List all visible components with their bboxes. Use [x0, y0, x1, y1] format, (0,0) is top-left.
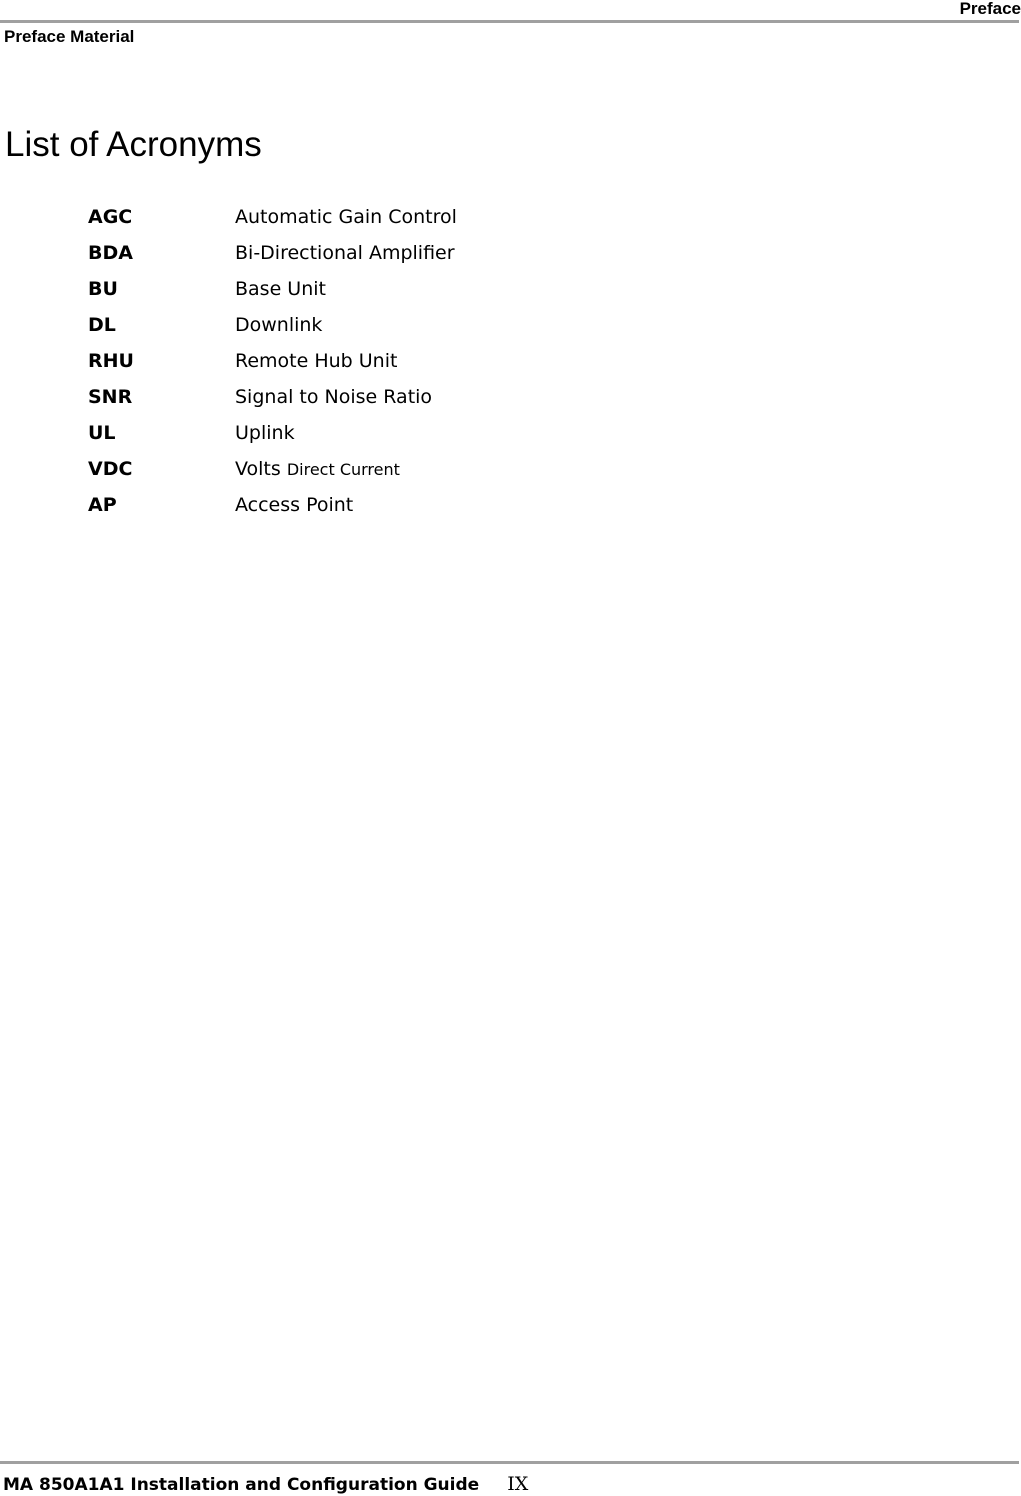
- acronym-row-bda: [88, 235, 457, 271]
- acronym-definition: [235, 458, 400, 480]
- acronym-definition-small: Direct Current: [286, 460, 400, 479]
- footer-rule: [0, 1461, 1019, 1464]
- footer-document-title: MA 850A1A1 Installation and Configuration Guide: [3, 1475, 480, 1495]
- acronym-list: [88, 199, 457, 523]
- acronym-row-rhu: [88, 343, 457, 379]
- acronym-term: RHU: [88, 350, 134, 372]
- acronym-term: BU: [88, 278, 118, 300]
- acronym-row-snr: [88, 379, 457, 415]
- acronym-definition: Automatic Gain Control: [235, 206, 457, 228]
- page-footer: [3, 1473, 528, 1495]
- acronym-row-ul: [88, 415, 457, 451]
- page-title: List of Acronyms: [5, 125, 262, 164]
- acronym-term: AGC: [88, 206, 133, 228]
- acronym-definition: Uplink: [235, 422, 295, 444]
- acronym-definition: Signal to Noise Ratio: [235, 386, 433, 408]
- acronym-term: AP: [88, 494, 117, 516]
- acronym-row-dl: [88, 307, 457, 343]
- running-header-section: Preface: [959, 0, 1021, 18]
- acronym-row-agc: [88, 199, 457, 235]
- acronym-definition: Remote Hub Unit: [235, 350, 398, 372]
- acronym-row-bu: [88, 271, 457, 307]
- acronym-row-vdc: [88, 451, 457, 487]
- acronym-definition: Downlink: [235, 314, 323, 336]
- acronym-term: SNR: [88, 386, 133, 408]
- running-header-chapter: Preface Material: [4, 27, 135, 46]
- header-rule: [0, 20, 1019, 23]
- acronym-term: BDA: [88, 242, 133, 264]
- acronym-definition: Base Unit: [235, 278, 326, 300]
- acronym-row-ap: [88, 487, 457, 523]
- acronym-definition: Bi-Directional Amplifier: [235, 242, 455, 264]
- acronym-term: UL: [88, 422, 116, 444]
- acronym-definition-main: Volts: [235, 458, 281, 480]
- acronym-term: VDC: [88, 458, 133, 480]
- footer-page-number: IX: [507, 1473, 529, 1495]
- acronym-term: DL: [88, 314, 116, 336]
- acronym-definition: Access Point: [235, 494, 354, 516]
